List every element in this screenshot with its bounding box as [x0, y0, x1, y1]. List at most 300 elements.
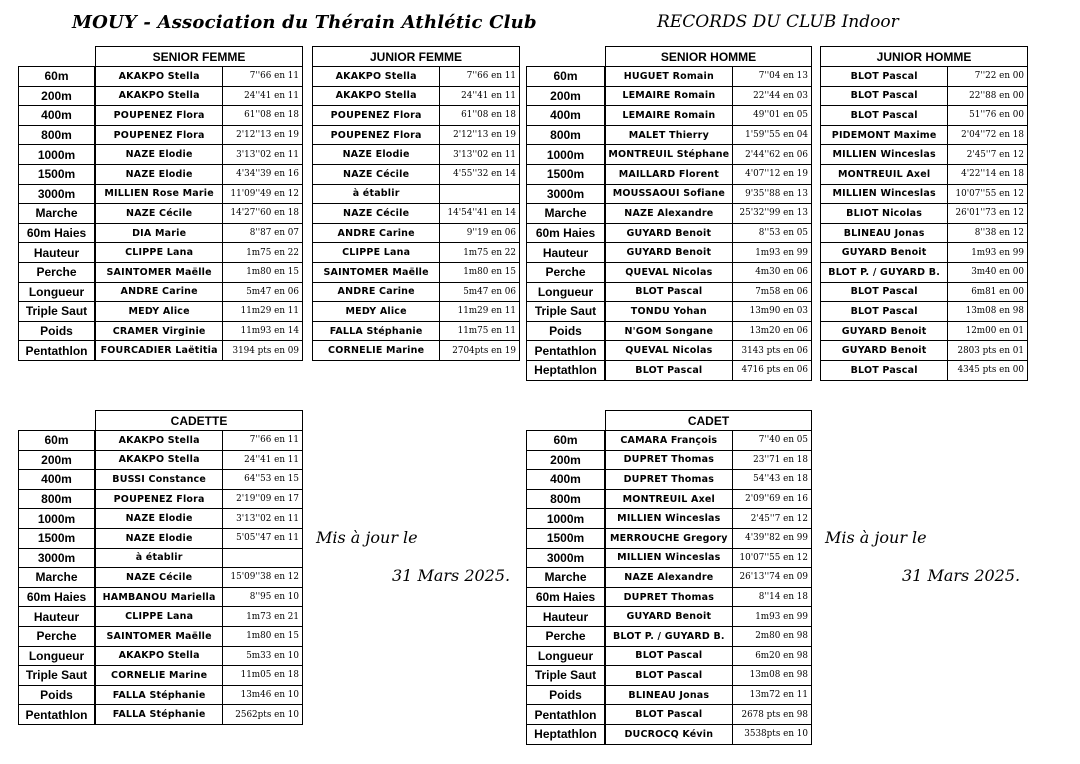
event-label: Poids	[527, 685, 605, 705]
table-row	[606, 125, 812, 145]
table-row	[96, 164, 303, 184]
performance	[223, 548, 303, 568]
event-label: Pentathlon	[19, 341, 95, 361]
athlete-name: DUPRET Thomas	[606, 450, 733, 470]
event-label: 3000m	[527, 548, 605, 568]
event-row	[19, 145, 95, 165]
performance: 2803 pts en 01	[948, 341, 1028, 361]
athlete-name: NAZE Cécile	[96, 568, 223, 588]
performance: 2'09''69 en 16	[732, 489, 811, 509]
table-row	[96, 106, 303, 126]
table-row	[606, 568, 812, 588]
table-senior-homme	[605, 46, 812, 381]
event-row	[19, 204, 95, 224]
performance: 13m46 en 10	[223, 685, 303, 705]
athlete-name: BLIOT Nicolas	[821, 204, 948, 224]
performance: 24''41 en 11	[223, 450, 303, 470]
event-row	[19, 666, 95, 686]
event-label: 3000m	[19, 548, 95, 568]
events-column-men	[526, 66, 605, 381]
event-label: Triple Saut	[19, 302, 95, 322]
event-label: 60m	[19, 67, 95, 87]
performance: 26'01''73 en 12	[948, 204, 1028, 224]
athlete-name: NAZE Elodie	[96, 528, 223, 548]
table-row	[313, 302, 520, 322]
athlete-name: MILLIEN Winceslas	[606, 509, 733, 529]
athlete-name: BLOT Pascal	[821, 106, 948, 126]
table-row	[606, 509, 812, 529]
event-label: 3000m	[19, 184, 95, 204]
performance: 10'07''55 en 12	[732, 548, 811, 568]
performance: 4345 pts en 00	[948, 360, 1028, 380]
athlete-name: BLOT Pascal	[606, 360, 733, 380]
athlete-name: BUSSI Constance	[96, 470, 223, 490]
event-row	[19, 528, 95, 548]
event-row	[527, 302, 605, 322]
table-row	[313, 204, 520, 224]
table-row	[96, 184, 303, 204]
performance: 1m75 en 22	[440, 243, 520, 263]
athlete-name: BLOT P. / GUYARD B.	[606, 626, 733, 646]
event-label: 800m	[19, 489, 95, 509]
athlete-name: DUPRET Thomas	[606, 470, 733, 490]
table-row	[96, 450, 303, 470]
event-row	[527, 243, 605, 263]
performance: 25'32''99 en 13	[732, 204, 811, 224]
athlete-name: MILLIEN Rose Marie	[96, 184, 223, 204]
performance: 2'19''09 en 17	[223, 489, 303, 509]
records-subtitle: RECORDS DU CLUB Indoor	[657, 12, 899, 32]
event-label: 60m Haies	[527, 587, 605, 607]
table-row	[313, 341, 520, 361]
table-row	[313, 67, 520, 87]
performance: 5'05''47 en 11	[223, 528, 303, 548]
event-label: Heptathlon	[527, 360, 605, 380]
event-row	[527, 646, 605, 666]
table-row	[606, 86, 812, 106]
performance: 7''22 en 00	[948, 67, 1028, 87]
performance: 1m73 en 21	[223, 607, 303, 627]
event-row	[527, 67, 605, 87]
table-row	[606, 184, 812, 204]
update-note-right-line2: 31 Mars 2025.	[902, 566, 1021, 585]
table-row	[96, 262, 303, 282]
athlete-name: QUEVAL Nicolas	[606, 341, 733, 361]
table-row	[606, 685, 812, 705]
table-row	[821, 86, 1028, 106]
performance: 7''66 en 11	[223, 431, 303, 451]
event-row	[527, 607, 605, 627]
athlete-name: POUPENEZ Flora	[96, 489, 223, 509]
athlete-name: DUPRET Thomas	[606, 587, 733, 607]
table-row	[606, 341, 812, 361]
table-cadette	[95, 410, 303, 725]
performance: 3m40 en 00	[948, 262, 1028, 282]
table-row	[313, 164, 520, 184]
performance: 4'55''32 en 14	[440, 164, 520, 184]
table-row	[821, 67, 1028, 87]
event-label: 200m	[19, 86, 95, 106]
performance: 3'13''02 en 11	[223, 145, 303, 165]
performance: 1m93 en 99	[732, 607, 811, 627]
event-row	[527, 509, 605, 529]
table-row	[313, 145, 520, 165]
athlete-name: BLOT Pascal	[821, 86, 948, 106]
performance: 3'13''02 en 11	[440, 145, 520, 165]
event-row	[19, 243, 95, 263]
performance: 7''40 en 05	[732, 431, 811, 451]
athlete-name: BLOT P. / GUYARD B.	[821, 262, 948, 282]
table-row	[606, 489, 812, 509]
table-cadet	[605, 410, 812, 745]
athlete-name: MOUSSAOUI Sofiane	[606, 184, 733, 204]
athlete-name: NAZE Cécile	[313, 164, 440, 184]
athlete-name: GUYARD Benoit	[821, 243, 948, 263]
athlete-name: ANDRE Carine	[313, 223, 440, 243]
performance: 13m90 en 03	[732, 302, 811, 322]
event-label: 1000m	[19, 509, 95, 529]
athlete-name: NAZE Elodie	[96, 164, 223, 184]
athlete-name: ANDRE Carine	[96, 282, 223, 302]
event-label: Longueur	[527, 282, 605, 302]
athlete-name: HUGUET Romain	[606, 67, 733, 87]
event-label: Triple Saut	[527, 666, 605, 686]
athlete-name: MILLIEN Winceslas	[821, 145, 948, 165]
event-row	[19, 646, 95, 666]
table-row	[606, 666, 812, 686]
table-row	[606, 145, 812, 165]
athlete-name: GUYARD Benoit	[606, 243, 733, 263]
event-row	[527, 282, 605, 302]
table-row	[313, 184, 520, 204]
performance: 2'12''13 en 19	[223, 125, 303, 145]
athlete-name: CLIPPE Lana	[96, 607, 223, 627]
event-label: Hauteur	[19, 607, 95, 627]
table-row	[606, 262, 812, 282]
performance: 8''95 en 10	[223, 587, 303, 607]
event-label: Perche	[19, 626, 95, 646]
performance: 11'09''49 en 12	[223, 184, 303, 204]
category-title: SENIOR HOMME	[606, 47, 812, 67]
athlete-name: FALLA Stéphanie	[96, 705, 223, 725]
athlete-name: GUYARD Benoit	[606, 607, 733, 627]
table-row	[313, 321, 520, 341]
event-label: 400m	[527, 470, 605, 490]
table-row	[606, 587, 812, 607]
table-row	[96, 223, 303, 243]
athlete-name: TONDU Yohan	[606, 302, 733, 322]
event-row	[19, 86, 95, 106]
athlete-name: DIA Marie	[96, 223, 223, 243]
table-row	[606, 282, 812, 302]
event-label: Pentathlon	[527, 705, 605, 725]
event-row	[527, 164, 605, 184]
performance: 1m80 en 15	[223, 262, 303, 282]
performance: 13m20 en 06	[732, 321, 811, 341]
performance: 8''38 en 12	[948, 223, 1028, 243]
table-row	[96, 607, 303, 627]
athlete-name: MONTREUIL Axel	[606, 489, 733, 509]
table-row	[96, 125, 303, 145]
performance: 11m93 en 14	[223, 321, 303, 341]
athlete-name: GUYARD Benoit	[821, 321, 948, 341]
performance: 9'35''88 en 13	[732, 184, 811, 204]
event-row	[527, 587, 605, 607]
event-row	[527, 262, 605, 282]
performance: 2'44''62 en 06	[732, 145, 811, 165]
performance	[440, 184, 520, 204]
category-title: JUNIOR HOMME	[821, 47, 1028, 67]
performance: 11m05 en 18	[223, 666, 303, 686]
table-row	[606, 548, 812, 568]
event-label: 60m Haies	[527, 223, 605, 243]
performance: 11m29 en 11	[440, 302, 520, 322]
event-label: Perche	[527, 262, 605, 282]
table-row	[96, 528, 303, 548]
events-column-women	[18, 66, 95, 361]
performance: 14'27''60 en 18	[223, 204, 303, 224]
event-row	[527, 470, 605, 490]
event-row	[19, 607, 95, 627]
athlete-name: GUYARD Benoit	[821, 341, 948, 361]
event-row	[19, 223, 95, 243]
category-title: CADETTE	[96, 411, 303, 431]
event-label: 60m	[527, 431, 605, 451]
table-junior-femme	[312, 46, 520, 361]
performance: 2704pts en 19	[440, 341, 520, 361]
event-label: 400m	[19, 106, 95, 126]
event-label: Poids	[19, 685, 95, 705]
performance: 5m33 en 10	[223, 646, 303, 666]
event-label: Longueur	[19, 282, 95, 302]
athlete-name: CORNELIE Marine	[313, 341, 440, 361]
table-row	[96, 666, 303, 686]
performance: 4'34''39 en 16	[223, 164, 303, 184]
event-label: Pentathlon	[527, 341, 605, 361]
performance: 61''08 en 18	[223, 106, 303, 126]
table-row	[96, 509, 303, 529]
performance: 24''41 en 11	[440, 86, 520, 106]
event-label: 1000m	[19, 145, 95, 165]
performance: 1m80 en 15	[440, 262, 520, 282]
event-row	[19, 705, 95, 725]
athlete-name: ANDRE Carine	[313, 282, 440, 302]
events-column-cadette	[18, 430, 95, 725]
table-row	[821, 106, 1028, 126]
athlete-name: NAZE Alexandre	[606, 204, 733, 224]
athlete-name: MILLIEN Winceslas	[821, 184, 948, 204]
event-label: Hauteur	[527, 243, 605, 263]
performance: 6m81 en 00	[948, 282, 1028, 302]
performance: 51''76 en 00	[948, 106, 1028, 126]
event-label: Perche	[19, 262, 95, 282]
athlete-name: à établir	[313, 184, 440, 204]
performance: 1'59''55 en 04	[732, 125, 811, 145]
event-label: 3000m	[527, 184, 605, 204]
table-row	[606, 705, 812, 725]
event-label: 400m	[19, 470, 95, 490]
event-row	[19, 548, 95, 568]
athlete-name: HAMBANOU Mariella	[96, 587, 223, 607]
performance: 5m47 en 06	[440, 282, 520, 302]
athlete-name: POUPENEZ Flora	[96, 106, 223, 126]
table-row	[606, 626, 812, 646]
table-row	[313, 243, 520, 263]
event-label: 1000m	[527, 509, 605, 529]
table-row	[606, 243, 812, 263]
table-row	[821, 223, 1028, 243]
event-row	[527, 666, 605, 686]
table-row	[606, 164, 812, 184]
event-label: 200m	[19, 450, 95, 470]
table-row	[96, 568, 303, 588]
table-row	[96, 431, 303, 451]
athlete-name: FALLA Stéphanie	[313, 321, 440, 341]
table-row	[821, 282, 1028, 302]
table-row	[606, 360, 812, 380]
performance: 4'07''12 en 19	[732, 164, 811, 184]
athlete-name: SAINTOMER Maëlle	[313, 262, 440, 282]
athlete-name: MERROUCHE Gregory	[606, 528, 733, 548]
event-row	[19, 431, 95, 451]
event-row	[527, 204, 605, 224]
performance: 4716 pts en 06	[732, 360, 811, 380]
events-column-cadet	[526, 430, 605, 745]
athlete-name: SAINTOMER Maëlle	[96, 262, 223, 282]
performance: 10'07''55 en 12	[948, 184, 1028, 204]
table-row	[606, 67, 812, 87]
table-row	[606, 431, 812, 451]
event-label: 1500m	[19, 528, 95, 548]
athlete-name: MAILLARD Florent	[606, 164, 733, 184]
event-row	[19, 106, 95, 126]
athlete-name: CLIPPE Lana	[96, 243, 223, 263]
category-title: JUNIOR FEMME	[313, 47, 520, 67]
athlete-name: AKAKPO Stella	[96, 431, 223, 451]
performance: 2'45''7 en 12	[732, 509, 811, 529]
event-row	[19, 262, 95, 282]
event-label: 60m	[19, 431, 95, 451]
table-row	[606, 646, 812, 666]
athlete-name: BLOT Pascal	[821, 360, 948, 380]
event-label: Pentathlon	[19, 705, 95, 725]
athlete-name: SAINTOMER Maëlle	[96, 626, 223, 646]
table-row	[96, 646, 303, 666]
performance: 2'04''72 en 18	[948, 125, 1028, 145]
event-row	[19, 568, 95, 588]
athlete-name: PIDEMONT Maxime	[821, 125, 948, 145]
table-junior-homme	[820, 46, 1028, 381]
event-label: 60m	[527, 67, 605, 87]
table-row	[96, 548, 303, 568]
event-row	[527, 321, 605, 341]
athlete-name: NAZE Cécile	[96, 204, 223, 224]
athlete-name: BLOT Pascal	[606, 282, 733, 302]
table-row	[821, 321, 1028, 341]
table-row	[606, 450, 812, 470]
performance: 1m80 en 15	[223, 626, 303, 646]
performance: 13m08 en 98	[732, 666, 811, 686]
performance: 1m93 en 99	[948, 243, 1028, 263]
athlete-name: CAMARA François	[606, 431, 733, 451]
athlete-name: à établir	[96, 548, 223, 568]
event-row	[19, 67, 95, 87]
performance: 54''43 en 18	[732, 470, 811, 490]
performance: 13m08 en 98	[948, 302, 1028, 322]
table-row	[821, 243, 1028, 263]
table-row	[313, 86, 520, 106]
performance: 8''14 en 18	[732, 587, 811, 607]
table-row	[606, 204, 812, 224]
event-label: Marche	[527, 204, 605, 224]
event-label: 1500m	[19, 164, 95, 184]
table-row	[96, 86, 303, 106]
update-note-left-line1: Mis à jour le	[316, 528, 418, 547]
athlete-name: AKAKPO Stella	[313, 67, 440, 87]
table-row	[96, 587, 303, 607]
table-row	[313, 223, 520, 243]
performance: 3538pts en 10	[732, 724, 811, 744]
athlete-name: AKAKPO Stella	[313, 86, 440, 106]
table-row	[606, 106, 812, 126]
event-row	[527, 341, 605, 361]
event-label: 200m	[527, 450, 605, 470]
athlete-name: BLOT Pascal	[821, 302, 948, 322]
table-row	[606, 302, 812, 322]
event-label: 400m	[527, 106, 605, 126]
event-row	[19, 125, 95, 145]
table-row	[96, 204, 303, 224]
table-row	[96, 489, 303, 509]
event-row	[527, 528, 605, 548]
athlete-name: AKAKPO Stella	[96, 86, 223, 106]
table-row	[821, 145, 1028, 165]
event-row	[19, 164, 95, 184]
event-row	[19, 282, 95, 302]
performance: 14'54''41 en 14	[440, 204, 520, 224]
event-label: Longueur	[527, 646, 605, 666]
table-row	[96, 302, 303, 322]
table-row	[313, 106, 520, 126]
performance: 2562pts en 10	[223, 705, 303, 725]
performance: 5m47 en 06	[223, 282, 303, 302]
table-row	[96, 243, 303, 263]
athlete-name: BLOT Pascal	[606, 646, 733, 666]
athlete-name: BLOT Pascal	[606, 666, 733, 686]
table-row	[821, 341, 1028, 361]
event-row	[19, 184, 95, 204]
table-senior-femme	[95, 46, 303, 361]
table-row	[821, 164, 1028, 184]
event-row	[527, 724, 605, 744]
performance: 9''19 en 06	[440, 223, 520, 243]
event-label: Poids	[527, 321, 605, 341]
performance: 49''01 en 05	[732, 106, 811, 126]
event-row	[19, 489, 95, 509]
event-label: 1000m	[527, 145, 605, 165]
athlete-name: BLOT Pascal	[606, 705, 733, 725]
event-row	[19, 470, 95, 490]
event-row	[19, 626, 95, 646]
performance: 7m58 en 06	[732, 282, 811, 302]
event-row	[527, 489, 605, 509]
performance: 3194 pts en 09	[223, 341, 303, 361]
performance: 2m80 en 98	[732, 626, 811, 646]
athlete-name: MILLIEN Winceslas	[606, 548, 733, 568]
athlete-name: POUPENEZ Flora	[313, 106, 440, 126]
athlete-name: AKAKPO Stella	[96, 67, 223, 87]
event-label: Hauteur	[19, 243, 95, 263]
